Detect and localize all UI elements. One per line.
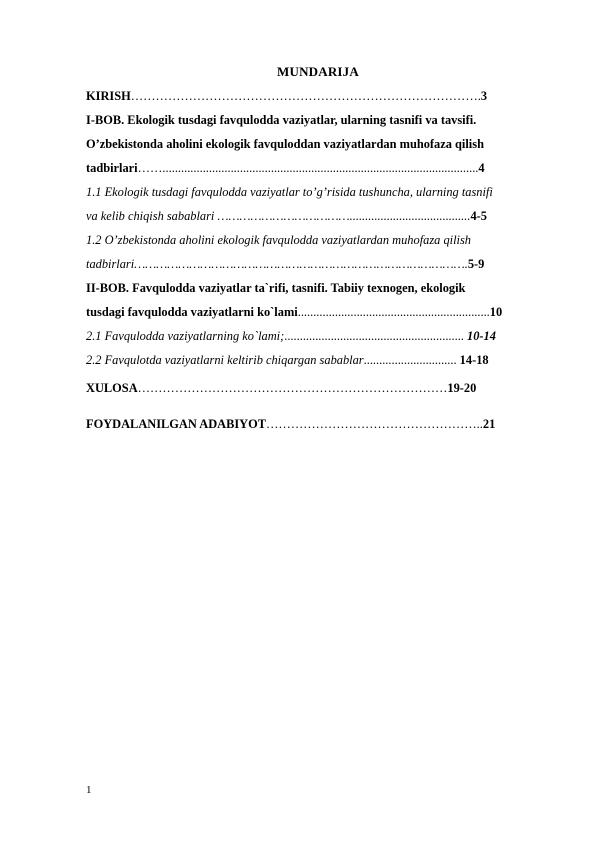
toc-leader-dots: …………………………………………………………………………. [130,89,481,103]
toc-leader-dots: .......................................................... [284,329,464,343]
toc-page-number: 4 [478,161,485,175]
toc-page-number: 10-14 [467,329,496,343]
toc-entry-xulosa [86,380,556,396]
toc-entry-2-2 [86,352,556,368]
toc-entry-1-2-line1: 1.2 O’zbekistonda aholini ekologik favqulodda vaziyatlardan muhofaza qilish [86,233,471,247]
toc-leader-dots: ……...................................................................................................... [137,161,479,175]
toc-page-number: 21 [482,417,496,431]
toc-entry-label: KIRISH [86,89,131,103]
toc-entry-bob1-line2: O’zbekistonda aholini ekologik favquloddan vaziyatlardan muhofaza qilish [86,137,484,151]
toc-entry-2-1 [86,328,556,344]
toc-page-number: 10 [489,305,503,319]
toc-page-number: 5-9 [467,257,485,271]
toc-page-number: 14-18 [459,353,489,367]
toc-entry-1-1-line2 [86,208,556,224]
toc-entry-bob2-line1: II-BOB. Favqulodda vaziyatlar ta`rifi, tasnifi. Tabiiy texnogen, ekologik [86,281,466,295]
page-number: 1 [86,784,92,796]
toc-entry-bob1-line1: I-BOB. Ekologik tusdagi favqulodda vaziyatlar, ularning tasnifi va tavsifi. [86,113,477,127]
toc-entry-label: tusdagi favqulodda vaziyatlarni ko`lami [86,305,298,319]
toc-entry-label: FOYDALANILGAN ADABIYOT [86,417,267,431]
toc-entry-adabiyot [86,416,556,432]
toc-page-number: 19-20 [447,381,477,395]
toc-entry-label: tadbirlari………………………………………………………………………………. [86,257,468,271]
toc-entry-bob1-line3 [86,160,556,176]
toc-entry-label: XULOSA [86,381,138,395]
toc-title: MUNDARIJA [277,64,359,79]
toc-leader-dots: .............................. [363,353,457,367]
toc-entry-1-2-line2 [86,256,556,272]
toc-entry-kirish [86,88,556,104]
toc-entry-label: 2.1 Favqulodda vaziyatlarning ko`lami; [86,329,285,343]
toc-leader-dots: …………………………………………….. [266,417,483,431]
toc-page-number: 4-5 [470,209,488,223]
toc-entry-bob2-line2 [86,304,556,320]
toc-leader-dots: .............................................................. [297,305,490,319]
toc-entry-label: va kelib chiqish sabablari ………………………………....................................... [86,209,471,223]
toc-entry-1-1-line1: 1.1 Ekologik tusdagi favqulodda vaziyatlar to’g’risida tushuncha, ularning tasnifi [86,185,493,199]
toc-page-number: 3 [480,89,488,103]
toc-entry-label: 2.2 Favqulotda vaziyatlarni keltirib chiqargan sabablar [86,353,364,367]
toc-entry-label: tadbirlari [86,161,138,175]
toc-leader-dots: ………………………………………………………………… [137,381,448,395]
